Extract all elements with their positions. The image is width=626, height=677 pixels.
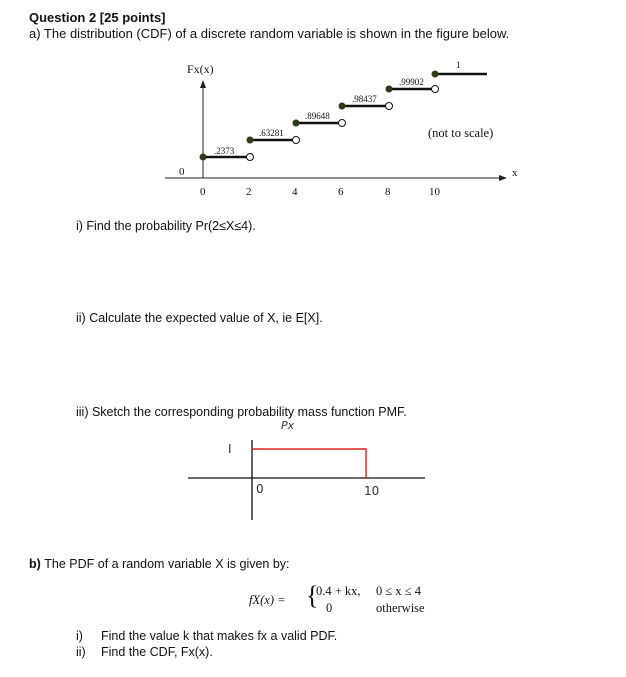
not-to-scale-note: (not to scale) — [428, 126, 494, 140]
formula-case1-expr: 0.4 + kx, — [316, 584, 361, 598]
step-3-open-dot — [339, 120, 346, 127]
formula-case2-expr: 0 — [326, 601, 333, 615]
question-title: Question 2 [25 points] — [29, 10, 166, 25]
sketch-ten-label: 10 — [364, 484, 380, 498]
sketch-tick-mark: I — [228, 442, 232, 456]
part-a-intro: a) The distribution (CDF) of a discrete random variable is shown in the figure below. — [29, 26, 510, 41]
formula-brace: { — [306, 581, 319, 610]
part-b-item-2: Find the CDF, Fx(x). — [101, 645, 213, 659]
part-b-prefix: b) — [29, 557, 45, 571]
level-label-2: .63281 — [259, 128, 284, 138]
part-b-item-1: Find the value k that makes fx a valid PDF. — [101, 629, 338, 643]
step-4-closed-dot — [339, 103, 346, 110]
step-5-open-dot — [432, 86, 439, 93]
formula-case2-cond: otherwise — [376, 601, 425, 615]
step-2-closed-dot — [247, 137, 254, 144]
tick-10: 10 — [429, 186, 440, 198]
level-label-3: .89648 — [305, 111, 330, 121]
level-label-4: .98437 — [352, 94, 377, 104]
cdf-ylabel: Fx(x) — [187, 62, 214, 76]
origin-label: 0 — [179, 166, 185, 178]
step-2-open-dot — [293, 137, 300, 144]
part-b-intro — [29, 557, 290, 571]
step-5-closed-dot — [386, 86, 393, 93]
tick-6: 6 — [338, 186, 344, 198]
part-b-intro-text: The PDF of a random variable X is given by: — [44, 557, 290, 571]
tick-2: 2 — [246, 186, 252, 198]
step-1-open-dot — [247, 154, 254, 161]
sketch-pmf-line — [252, 449, 366, 478]
tick-4: 4 — [292, 186, 298, 198]
part-b-item-2-num: ii) — [76, 645, 86, 659]
level-label-5: .99902 — [399, 77, 424, 87]
x-axis-label: x — [512, 167, 518, 179]
step-3-closed-dot — [293, 120, 300, 127]
question-a-i: i) Find the probability Pr(2≤X≤4). — [76, 219, 256, 233]
question-a-iii: iii) Sketch the corresponding probability mass function PMF. — [76, 405, 407, 419]
step-1-closed-dot — [200, 154, 207, 161]
formula-lhs: fX(x) = — [249, 593, 286, 607]
level-label-1: .2373 — [214, 146, 235, 156]
formula-case1-cond: 0 ≤ x ≤ 4 — [376, 584, 421, 598]
part-b-item-1-num: i) — [76, 629, 83, 643]
step-6-closed-dot — [432, 71, 439, 78]
sketch-zero-label: 0 — [256, 482, 264, 496]
y-axis-arrow — [200, 80, 206, 88]
tick-8: 8 — [385, 186, 391, 198]
x-axis-arrow — [499, 175, 507, 181]
sketch-px-label: Px — [281, 419, 295, 432]
step-4-open-dot — [386, 103, 393, 110]
tick-0: 0 — [200, 186, 206, 198]
level-label-6: 1 — [456, 60, 461, 70]
question-a-ii: ii) Calculate the expected value of X, ie E[X]. — [76, 311, 323, 325]
